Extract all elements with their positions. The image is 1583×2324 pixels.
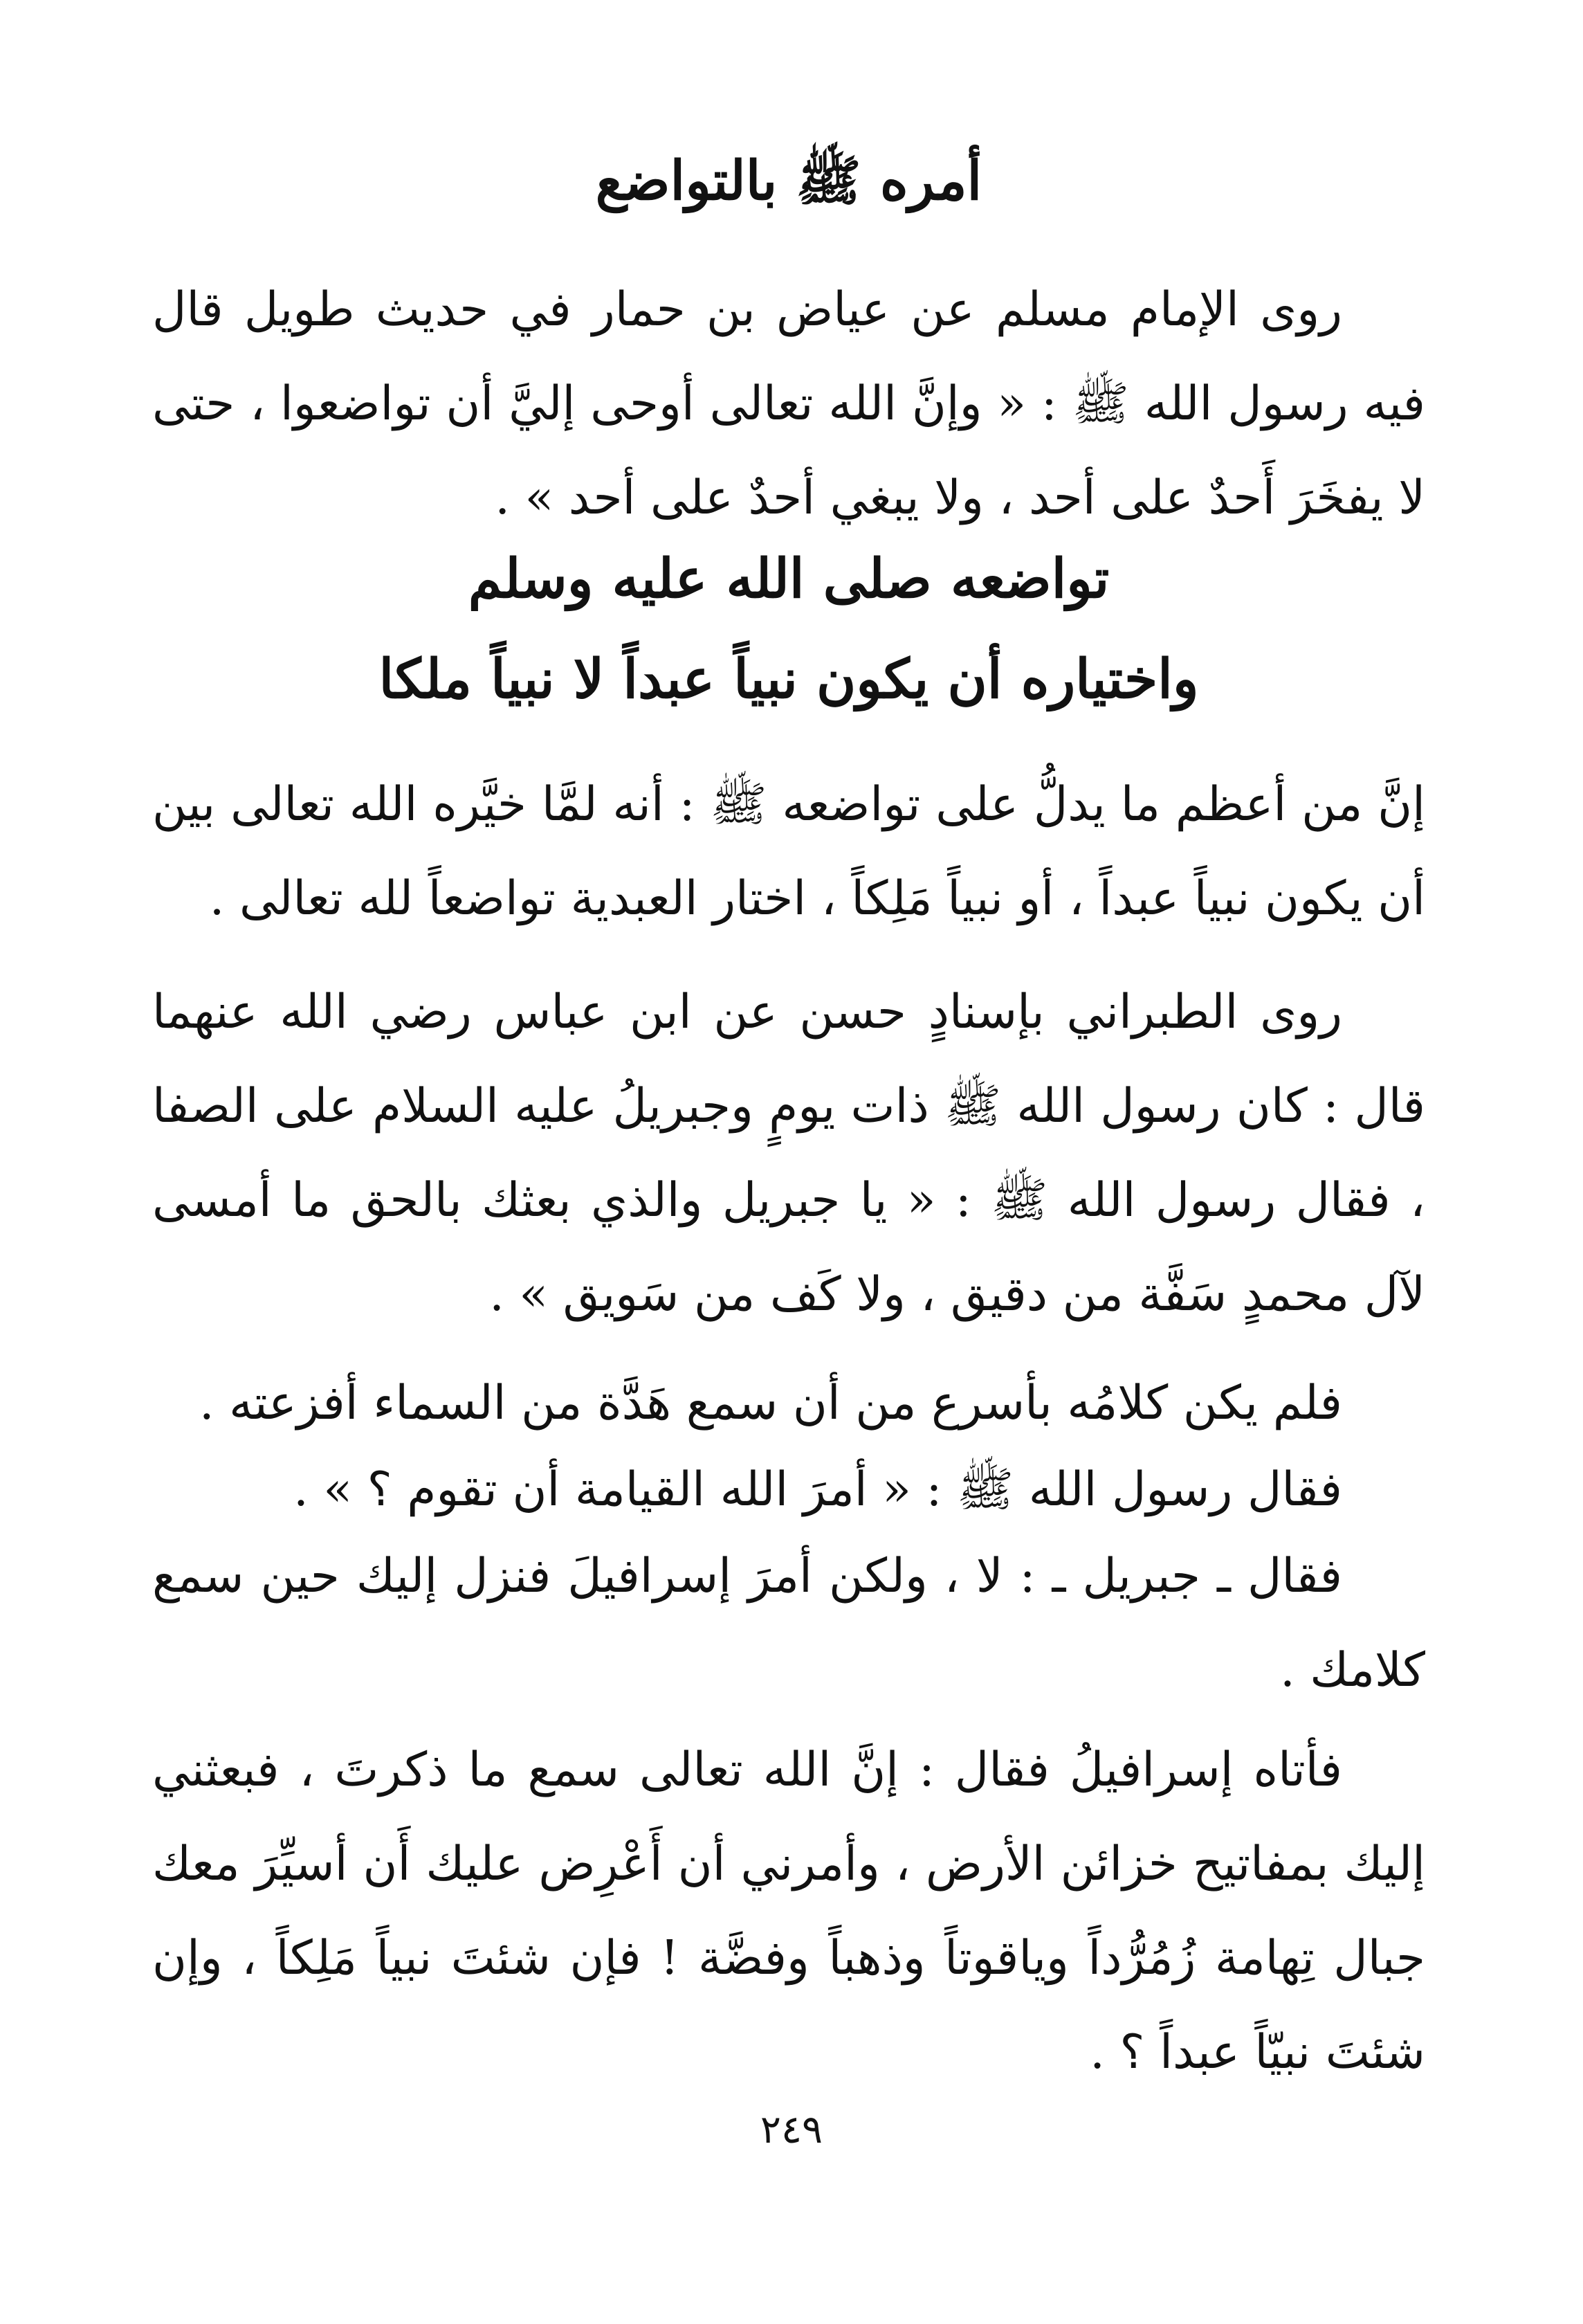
paragraph-muslim-hadith: [152, 263, 1425, 545]
paragraph-text: روى الإمام مسلم عن عياض بن حمار في حديث طويل قال فيه رسول الله ﷺ : « وإنَّ الله تعالى أوحى إليَّ أن تواضعوا ، حتى لا يفخَرَ أَحدٌ على أحد ، ولا يبغي أحدٌ على أحد » .: [152, 282, 1425, 525]
paragraph-choice: [152, 758, 1425, 946]
paragraph-tabarani-narration: [152, 965, 1425, 1342]
section-title-humility-command: أمره ﷺ بالتواضع: [595, 149, 982, 212]
paragraph-prophet-question: [152, 1443, 1425, 1537]
paragraph-text: إنَّ من أعظم ما يدلُّ على تواضعه ﷺ : أنه لمَّا خيَّره الله تعالى بين أن يكون نبياً عبداً ، أو نبياً مَلِكاً ، اختار العبدية تواضعاً لله تعالى .: [152, 777, 1425, 926]
section-subtitle-choice: واختياره أن يكون نبياً عبداً لا نبياً ملكا: [378, 648, 1199, 711]
paragraph-text: فقال رسول الله ﷺ : « أمرَ الله القيامة أن تقوم ؟ » .: [293, 1462, 1342, 1517]
paragraph-text: فقال ـ جبريل ـ : لا ، ولكن أمرَ إسرافيلَ فنزل إليك حين سمع كلامك .: [152, 1549, 1425, 1698]
paragraph-sound-from-sky: [152, 1356, 1425, 1451]
paragraph-israfil-offer: [152, 1723, 1425, 2100]
paragraph-text: فأتاه إسرافيلُ فقال : إنَّ الله تعالى سمع ما ذكرتَ ، فبعثني إليك بمفاتيح خزائن الأرض ، وأمرني أن أَعْرِض عليك أَن أسيِّرَ معك جبال تِهامة زُمُرُّداً وياقوتاً وذهباً وفضَّة ! فإن شئتَ نبياً مَلِكاً ، وإن شئتَ نبيّاً عبداً ؟ .: [152, 1743, 1425, 2080]
paragraph-jibril-answer: [152, 1529, 1425, 1718]
paragraph-text: فلم يكن كلامُه بأسرع من أن سمع هَدَّة من السماء أفزعته .: [199, 1376, 1342, 1431]
paragraph-text: روى الطبراني بإسنادٍ حسن عن ابن عباس رضي الله عنهما قال : كان رسول الله ﷺ ذات يومٍ وجبريلُ عليه السلام على الصفا ، فقال رسول الله ﷺ : « يا جبريل والذي بعثك بالحق ما أمسى لآل محمدٍ سَفَّة من دقيق ، ولا كَف من سَويق » .: [152, 985, 1425, 1322]
page-number: ٢٤٩: [760, 2107, 823, 2152]
section-title-humility: تواضعه صلى الله عليه وسلم: [468, 547, 1110, 610]
